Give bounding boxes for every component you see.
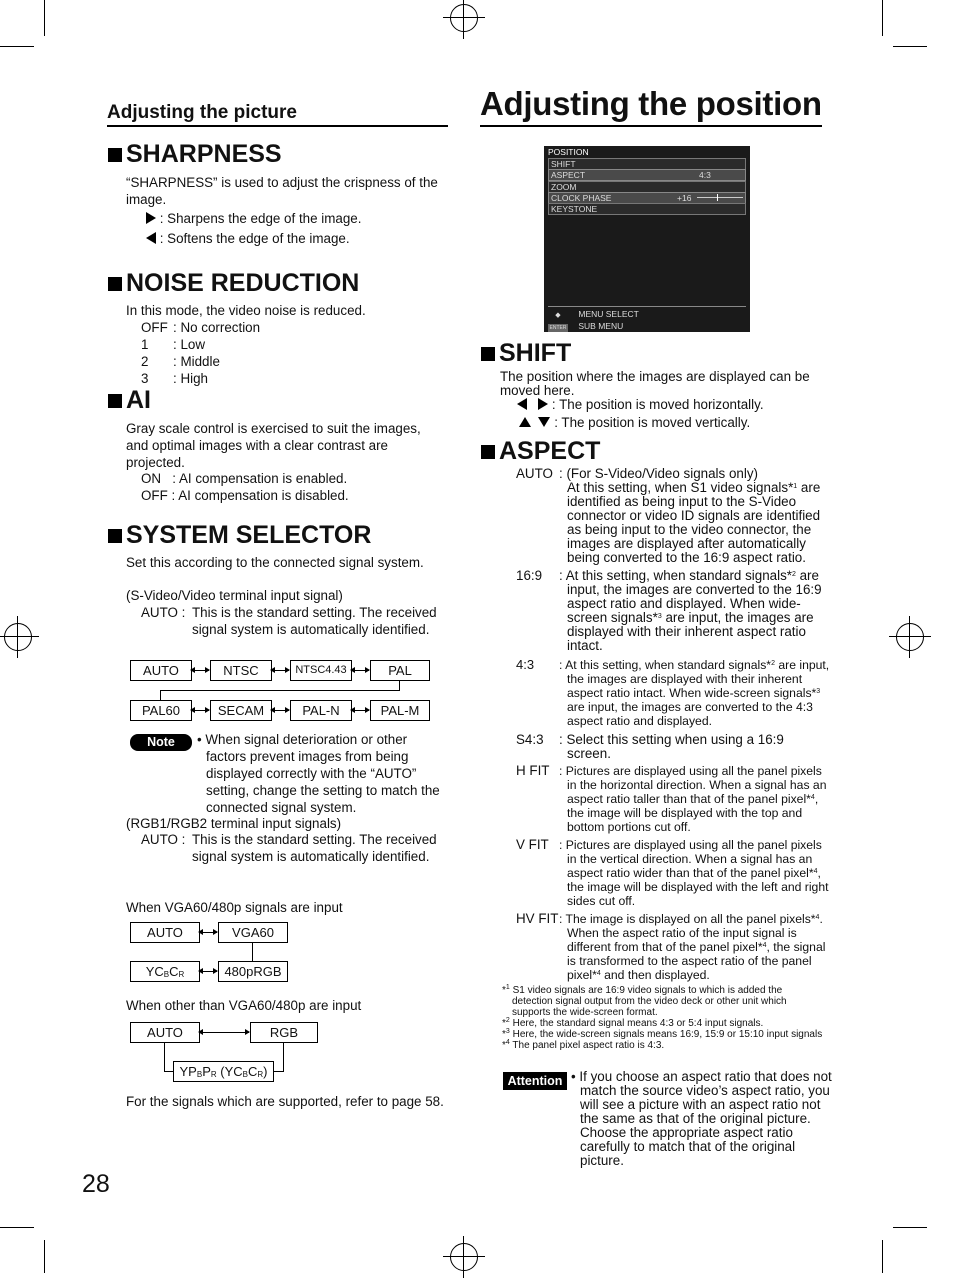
aspect-heading: ASPECT xyxy=(481,437,600,466)
square-bullet-icon xyxy=(108,148,122,162)
connector-line xyxy=(164,1071,173,1072)
note-badge: Note xyxy=(130,734,192,751)
aspect-s43-value: : Select this setting when using a 16:9 screen. xyxy=(559,732,784,761)
svideo-auto-value: This is the standard setting. The received signal system is automatically identified. xyxy=(192,605,437,637)
osd-item-aspect: ASPECT 4:3 xyxy=(548,169,746,181)
noise-reduction-heading: NOISE REDUCTION xyxy=(108,269,359,298)
other-box-auto: AUTO xyxy=(130,1022,200,1043)
connector-line xyxy=(160,690,161,700)
double-arrow xyxy=(199,932,217,933)
aspect-vfit-key: V FIT xyxy=(516,837,549,852)
square-bullet-icon xyxy=(108,277,122,291)
vga-box-auto: AUTO xyxy=(130,922,200,943)
svideo-auto-key: AUTO : xyxy=(141,605,186,620)
square-bullet-icon xyxy=(481,347,495,361)
triangle-left-icon xyxy=(517,398,527,410)
osd-item-keystone: KEYSTONE xyxy=(548,203,746,215)
double-arrow xyxy=(191,710,209,711)
aspect-auto-v1: : (For S-Video/Video signals only) xyxy=(559,466,758,481)
attention-text: • If you choose an aspect ratio that does not match the source video’s aspect ratio, you will see a picture with an aspect ratio not the same as that of the original picture. Choose the appropriate aspect ratio carefully to match that of the original picture. xyxy=(571,1069,832,1168)
shift-vertical: : The position is moved vertically. xyxy=(519,414,750,431)
noise-description: In this mode, the video noise is reduced. xyxy=(126,303,366,318)
osd-slider-thumb xyxy=(717,194,718,201)
other-heading: When other than VGA60/480p are input xyxy=(126,998,362,1013)
footnote-1: *$^1$ S1 video signals are 16:9 video signals to which is added the detection signal output from the video deck or other unit which supports the wide-screen format. xyxy=(502,984,787,1018)
aspect-hfit-value: : Pictures are displayed using all the panel pixels in the horizontal direction. When a signal has an aspect ratio taller than that of the panel pixel*$^4$, the image will be displayed with the top and bottom portions cut off. xyxy=(559,764,827,834)
double-arrow xyxy=(271,710,289,711)
rgb-auto-key: AUTO : xyxy=(141,832,186,847)
signal-box-pal-n: PAL-N xyxy=(290,700,352,721)
triangle-right-icon xyxy=(146,212,156,224)
other-box-rgb: RGB xyxy=(250,1022,318,1043)
sharpness-right-item: : Sharpens the edge of the image. xyxy=(146,210,361,227)
ai-off: OFF : AI compensation is disabled. xyxy=(141,488,349,503)
osd-footer-submenu: ENTER SUB MENU xyxy=(549,321,624,331)
signals-footer: For the signals which are supported, refer to page 58. xyxy=(126,1094,444,1109)
osd-item-shift: SHIFT xyxy=(548,158,746,170)
aspect-s43-key: S4:3 xyxy=(516,732,544,747)
connector-line xyxy=(273,1071,283,1072)
square-bullet-icon xyxy=(108,394,122,408)
vga-box-ycbcr: $YC_BC_R$ xyxy=(130,961,200,982)
system-selector-heading: SYSTEM SELECTOR xyxy=(108,521,371,550)
aspect-169-key: 16:9 xyxy=(516,568,543,583)
aspect-43-key: 4:3 xyxy=(516,657,535,672)
shift-description: The position where the images are displayed can be moved here. xyxy=(500,369,810,398)
triangle-right-icon xyxy=(538,398,548,410)
subheading-rule xyxy=(107,125,448,127)
signal-box-auto: AUTO xyxy=(130,660,192,681)
triangle-up-icon xyxy=(519,417,531,427)
osd-footer-select: ◆ MENU SELECT xyxy=(548,309,639,319)
aspect-hfit-key: H FIT xyxy=(516,763,550,778)
rgb-auto-value: This is the standard setting. The received signal system is automatically identified. xyxy=(192,832,437,864)
connector-line xyxy=(252,943,253,961)
aspect-auto-key: AUTO xyxy=(516,466,553,481)
registration-mark-left xyxy=(4,623,32,651)
registration-mark-bottom xyxy=(450,1243,478,1271)
double-arrow xyxy=(191,670,209,671)
aspect-hvfit-value: : The image is displayed on all the panel pixels*$^4$. When the aspect ratio of the input signal is different from that of the panel pixel*$^4$, the signal is transformed to the aspect ratio of the panel pixel*$^4$ and then displayed. xyxy=(559,912,826,982)
double-arrow xyxy=(351,710,369,711)
vga-heading: When VGA60/480p signals are input xyxy=(126,900,343,915)
signal-box-pal-m: PAL-M xyxy=(370,700,430,721)
osd-divider xyxy=(548,306,746,307)
aspect-169-value: : At this setting, when standard signals*$^2$ are input, the images are converted to the 16:9 aspect ratio and displayed. When wide-screen signals*$^3$ are input, the images are displayed with their inherent aspect ratio intact. xyxy=(559,568,822,653)
signal-box-pal: PAL xyxy=(370,660,430,681)
signal-box-pal60: PAL60 xyxy=(130,700,192,721)
ai-description: Gray scale control is exercised to suit the images, and optimal images with a clear contrast are projected. xyxy=(126,421,421,470)
footnotes xyxy=(502,985,824,1051)
double-arrow xyxy=(199,971,217,972)
square-bullet-icon xyxy=(481,445,495,459)
svideo-heading: (S-Video/Video terminal input signal) xyxy=(126,588,343,603)
noise-options: OFF : No correction 1 : Low 2 : Middle 3 : High xyxy=(141,320,261,386)
aspect-vfit-value: : Pictures are displayed using all the panel pixels in the vertical direction. When a signal has an aspect ratio wider than that of the panel pixel*$^4$, the image will be displayed with the left and right sides cut off. xyxy=(559,838,829,908)
signal-box-ntsc443: NTSC4.43 xyxy=(290,660,352,681)
enter-key-icon: ENTER xyxy=(549,325,567,331)
vga-box-vga60: VGA60 xyxy=(218,922,288,943)
triangle-down-icon xyxy=(538,417,550,427)
ai-on: ON : AI compensation is enabled. xyxy=(141,471,348,486)
page-number: 28 xyxy=(82,1170,110,1198)
double-arrow xyxy=(199,1032,249,1033)
osd-slider xyxy=(697,197,743,198)
double-arrow xyxy=(271,670,289,671)
sharpness-heading: SHARPNESS xyxy=(108,140,282,169)
footnote-4: *$^4$ The panel pixel aspect ratio is 4:3. xyxy=(502,1039,665,1051)
other-box-ypbpr: $YP_BP_R$ $(YC_BC_R)$ xyxy=(173,1061,274,1082)
system-description: Set this according to the connected signal system. xyxy=(126,555,424,570)
footnote-2: *$^2$ Here, the standard signal means 4:3 or 5:4 input signals. xyxy=(502,1017,764,1029)
attention-badge: Attention xyxy=(503,1072,567,1090)
page-title: Adjusting the position xyxy=(480,85,822,122)
triangle-left-icon xyxy=(146,232,156,244)
footnote-3: *$^3$ Here, the wide-screen signals means 16:9, 15:9 or 15:10 input signals xyxy=(502,1028,823,1040)
sharpness-left-item: : Softens the edge of the image. xyxy=(146,230,350,247)
osd-item-zoom: ZOOM xyxy=(548,181,746,193)
osd-title: POSITION xyxy=(548,147,589,157)
vga-box-480prgb: 480pRGB xyxy=(218,961,288,982)
aspect-auto-v2: At this setting, when S1 video signals*$^1$ are identified as being input to the S-Video connector or video ID signals are identified as being input to the video connector, the images are displayed after automatically being converted to the 16:9 aspect ratio. xyxy=(567,480,821,565)
double-arrow xyxy=(351,670,369,671)
aspect-hvfit-key: HV FIT xyxy=(516,911,559,926)
shift-horizontal: : The position is moved horizontally. xyxy=(517,396,764,413)
position-osd-menu xyxy=(544,146,750,332)
section-subheading: Adjusting the picture xyxy=(107,102,297,123)
note-text: • When signal deterioration or other factors prevent images from being displayed correctly with the “AUTO” setting, change the setting to match the connected signal system. xyxy=(197,732,440,815)
osd-item-clock-phase: CLOCK PHASE +16 xyxy=(548,192,746,204)
rgb-heading: (RGB1/RGB2 terminal input signals) xyxy=(126,816,342,831)
signal-box-secam: SECAM xyxy=(210,700,272,721)
connector-line xyxy=(160,690,400,691)
connector-line xyxy=(283,1043,284,1072)
square-bullet-icon xyxy=(108,529,122,543)
title-rule xyxy=(480,125,822,127)
registration-mark-top xyxy=(450,4,478,32)
connector-line xyxy=(164,1043,165,1072)
sharpness-description: “SHARPNESS” is used to adjust the crispness of the image. xyxy=(126,175,438,207)
aspect-43-value: : At this setting, when standard signals*$^2$ are input, the images are displayed with their inherent aspect ratio intact. When wide-screen signals*$^3$ are input, the images are converted to the 4:3 aspect ratio and displayed. xyxy=(559,658,830,728)
signal-box-ntsc: NTSC xyxy=(210,660,272,681)
updown-arrow-icon: ◆ xyxy=(555,312,561,319)
ai-heading: AI xyxy=(108,386,151,415)
registration-mark-right xyxy=(896,623,924,651)
shift-heading: SHIFT xyxy=(481,339,571,368)
